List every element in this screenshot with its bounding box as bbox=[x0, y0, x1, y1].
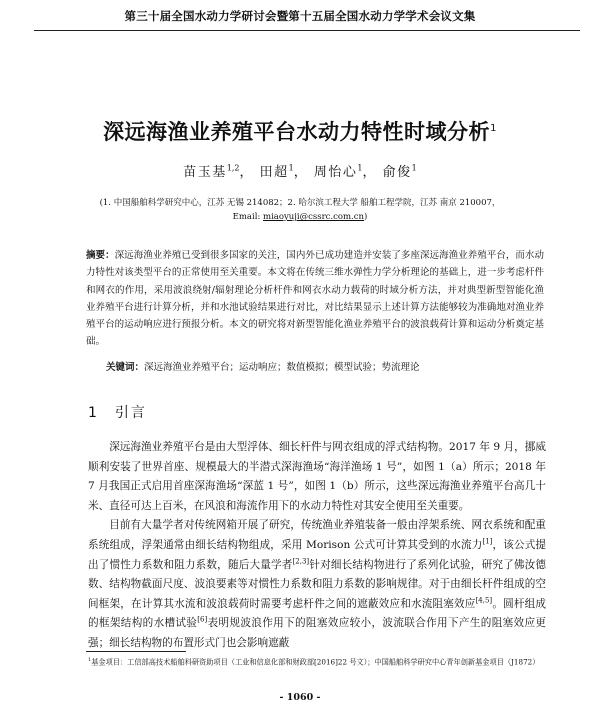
paragraph-text: 表明规波浪作用下的阻塞效应较小，波流联合作用下产生的阻塞效应更强；细长结构物的布置形式门也会影响遮蔽 bbox=[88, 617, 547, 649]
email-line bbox=[0, 212, 600, 222]
citation-ref[interactable]: [6] bbox=[197, 615, 208, 624]
page-number: - 1060 - bbox=[279, 692, 321, 703]
footnote-mark: 1 bbox=[88, 657, 92, 663]
citation-ref[interactable]: [2,3] bbox=[292, 557, 310, 566]
paper-title bbox=[0, 116, 600, 146]
title-footnote-mark: 1 bbox=[490, 123, 497, 134]
header-rule bbox=[34, 30, 580, 31]
author-affil-mark: 1 bbox=[411, 163, 417, 173]
author-separator: ， bbox=[293, 165, 309, 180]
email-address[interactable]: miaoyuji@cssrc.com.cn bbox=[263, 212, 364, 222]
keywords-label: 关键词： bbox=[106, 362, 145, 373]
author-name: 周怡心 bbox=[313, 165, 358, 180]
proceedings-header: 第三十届全国水动力学研讨会暨第十五届全国水动力学学术会议文集 bbox=[124, 9, 476, 23]
keywords-text: 深远海渔业养殖平台；运动响应；数值模拟；模型试验；势流理论 bbox=[144, 362, 420, 373]
abstract-label: 摘要： bbox=[86, 250, 115, 261]
author-affil-mark: 1 bbox=[288, 163, 294, 173]
paragraph-text: 。圆杆组成的框架结构的水槽试验 bbox=[88, 597, 546, 630]
footnote-rule bbox=[86, 651, 186, 652]
abstract bbox=[86, 247, 544, 351]
section-heading bbox=[88, 402, 147, 422]
author-separator: ， bbox=[362, 165, 378, 180]
author-list bbox=[0, 161, 600, 180]
section-number: 1 bbox=[88, 405, 99, 421]
author-name: 田超 bbox=[259, 165, 289, 180]
citation-ref[interactable]: [1] bbox=[482, 537, 493, 546]
author-name: 俞俊 bbox=[382, 165, 412, 180]
paragraph bbox=[88, 516, 546, 653]
paragraph-text: 目前有大量学者对传统网箱开展了研究，传统渔业养殖装备一般由浮架系统、网衣系统和配重系统组成，浮架通常由细长结构物组成，采用 Morison 公式可计算其受到的水流力 bbox=[88, 519, 546, 551]
footnote-text: 基金项目：工信部高技术船舶科研资助项目（工业和信息化部和财政部[2016]22 号文）；中国船舶科学研究中心青年创新基金项目（J1872） bbox=[91, 657, 540, 667]
paper-title-text: 深远海渔业养殖平台水动力特性时域分析 bbox=[103, 120, 491, 144]
section-title: 引言 bbox=[114, 405, 147, 421]
citation-ref[interactable]: [4,5] bbox=[475, 596, 493, 605]
paragraph: 深远海渔业养殖平台是由大型浮体、细长杆件与网衣组成的浮式结构物。2017 年 9 月，挪威顺利安装了世界首座、规模最大的半潜式深海渔场“海洋渔场 1 号”，如图 1（a）所示；2018 年 7 月我国正式启用首座深海渔场“深蓝 1 号”，如图 1（b）所示，这些深远海渔业养殖平台高几十米、直径可达上百米，在风浪和海流作用下的水动力特性对其安全使用至关重要。 bbox=[88, 441, 546, 512]
paragraph-text: ，该公式提出了惯性力系数和阻力系数，随后大量学者 bbox=[88, 538, 547, 571]
footnote bbox=[88, 655, 546, 667]
email-label: Email: bbox=[232, 212, 264, 222]
keywords bbox=[106, 359, 546, 373]
author-name: 苗玉基 bbox=[183, 165, 227, 180]
abstract-text: 深远海渔业养殖已受到很多国家的关注，国内外已成功建造并安装了多座深远海渔业养殖平台，而水动力特性对该类型平台的正常使用至关重要。本文将在传统三维水弹性力学分析理论的基础上，进一步考虑杆件和网衣的作用，采用波浪绕射/辐射理论分析杆件和网衣水动力载荷的时域分析方法，并对典型新型智能化渔业养殖平台进行计算分析，并和水池试验结果进行对比，对比结果显示上述计算方法能够较为准确地对渔业养殖平台的运动响应进行预报分析。本文的研究将对新型智能化渔业养殖平台的波浪载荷计算和运动分析奠定基础。 bbox=[86, 250, 544, 348]
author-affil-mark: 1 bbox=[357, 163, 363, 173]
affiliation: (1. 中国船舶科学研究中心，江苏 无锡 214082；2. 哈尔滨工程大学 船舶工程学院，江苏 南京 210007， bbox=[99, 198, 501, 208]
email-tail: ) bbox=[364, 212, 368, 222]
paragraph-text: 针对细长结构物进行了系列化试验，研究了佛汝德数、结构物截面尺度、波浪要素等对惯性力系数和阻力系数的影响规律。对于由细长杆件组成的空间框架，在计算其水流和波浪载荷时需要考虑杆件之间的遮蔽效应和水流阻塞效应 bbox=[88, 558, 546, 610]
author-separator: ， bbox=[239, 165, 254, 180]
body-text bbox=[88, 438, 546, 654]
author-affil-mark: 1,2 bbox=[226, 163, 240, 173]
